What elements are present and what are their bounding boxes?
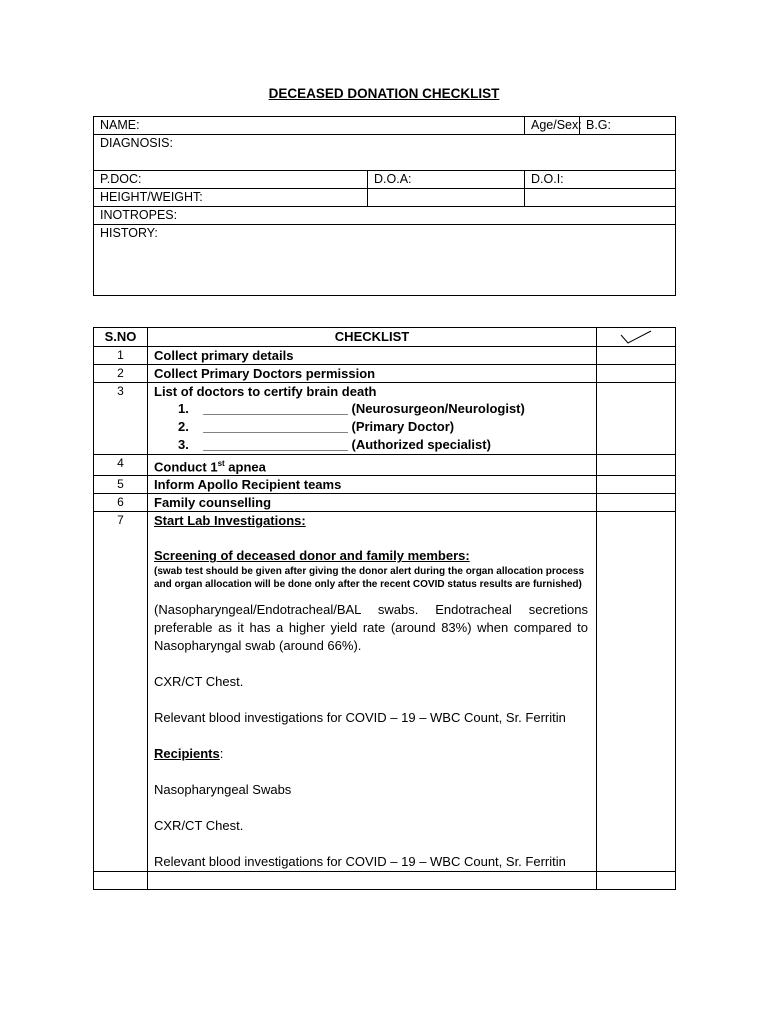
table-row: 4 Conduct 1st apnea [94, 455, 676, 476]
diagnosis-field[interactable]: DIAGNOSIS: [94, 135, 676, 171]
tick-cell[interactable] [597, 347, 676, 365]
tick-cell[interactable] [597, 383, 676, 455]
page-title: DECEASED DONATION CHECKLIST [268, 86, 500, 101]
name-field[interactable]: NAME: [94, 117, 525, 135]
swabs-paragraph: (Nasopharyngeal/Endotracheal/BAL swabs. Endotracheal secretions preferable as it has a higher yield rate (around 83%) when compared to Nasopharyngal swab (around 66%). [154, 602, 588, 654]
blood-group-field[interactable]: B.G: [580, 117, 676, 135]
table-row [94, 872, 676, 890]
doctor-list [154, 400, 590, 454]
doctor-list-item[interactable]: 2. ____________________ (Primary Doctor) [178, 419, 455, 434]
age-sex-field[interactable]: Age/Sex: [525, 117, 580, 135]
screening-note: (swab test should be given after giving the donor alert during the organ allocation process and organ allocation will be done only after the recent COVID status results are furnished) [154, 566, 585, 591]
table-row: 2 Collect Primary Doctors permission [94, 365, 676, 383]
checklist-table [93, 327, 676, 890]
tick-cell[interactable] [597, 494, 676, 512]
tick-cell[interactable] [597, 365, 676, 383]
checklist-header: CHECKLIST [148, 328, 597, 347]
recipients-cxr-text: CXR/CT Chest. [154, 818, 244, 834]
cxr-text: CXR/CT Chest. [154, 674, 244, 690]
patient-info-table [93, 116, 676, 296]
table-row: 1 Collect primary details [94, 347, 676, 365]
lab-investigations-heading: Start Lab Investigations: [154, 513, 306, 529]
primary-doctor-field[interactable]: P.DOC: [94, 171, 368, 189]
checkmark-icon [618, 329, 654, 345]
recipients-heading: Recipients: [154, 746, 224, 762]
recipients-blood-text: Relevant blood investigations for COVID – 19 – WBC Count, Sr. Ferritin [154, 854, 566, 870]
table-row: 5 Inform Apollo Recipient teams [94, 476, 676, 494]
table-row: 3 List of doctors to certify brain death 1. ____________________ (Neurosurgeon/Neurologist) 2. ____________________ (Primary Doctor) 3. ____________________ (Authorized specialist) [94, 383, 676, 455]
tick-cell[interactable] [597, 512, 676, 872]
date-of-incident-field[interactable]: D.O.I: [525, 171, 676, 189]
height-weight-cell-3[interactable] [525, 189, 676, 207]
doctor-list-item[interactable]: 3. ____________________ (Authorized specialist) [178, 437, 491, 452]
table-row: 6 Family counselling [94, 494, 676, 512]
recipients-swabs-text: Nasopharyngeal Swabs [154, 782, 292, 798]
tick-cell[interactable] [597, 455, 676, 476]
history-field[interactable]: HISTORY: [94, 225, 676, 296]
blood-investigations-text: Relevant blood investigations for COVID – 19 – WBC Count, Sr. Ferritin [154, 710, 566, 726]
tick-cell[interactable] [597, 476, 676, 494]
date-of-admission-field[interactable]: D.O.A: [368, 171, 525, 189]
sno-header: S.NO [94, 328, 148, 347]
tick-header [597, 328, 676, 347]
doctor-list-item[interactable]: 1. ____________________ (Neurosurgeon/Neurologist) [178, 401, 525, 416]
tick-cell[interactable] [597, 872, 676, 890]
table-row: 7 Start Lab Investigations: Screening of deceased donor and family members: (swab test should be given after giving the donor alert during the organ allocation process and organ allocation will be done only after the recent COVID status results are furnished) (Nasopharyngeal/Endotracheal/BAL swabs. Endotracheal secretions preferable as it has a higher yield rate (around 83%) when compared to Nasopharyngal swab (around 66%). CXR/CT Chest. Relevant blood investigations for COVID – 19 – WBC Count, Sr. Ferritin Recipients: Nasopharyngeal Swabs CXR/CT Chest. Relevant blood investigations for COVID – 19 – WBC Count, Sr. Ferritin [94, 512, 676, 872]
inotropes-field[interactable]: INOTROPES: [94, 207, 676, 225]
screening-heading: Screening of deceased donor and family members: [154, 548, 470, 564]
height-weight-cell-2[interactable] [368, 189, 525, 207]
height-weight-field[interactable]: HEIGHT/WEIGHT: [94, 189, 368, 207]
